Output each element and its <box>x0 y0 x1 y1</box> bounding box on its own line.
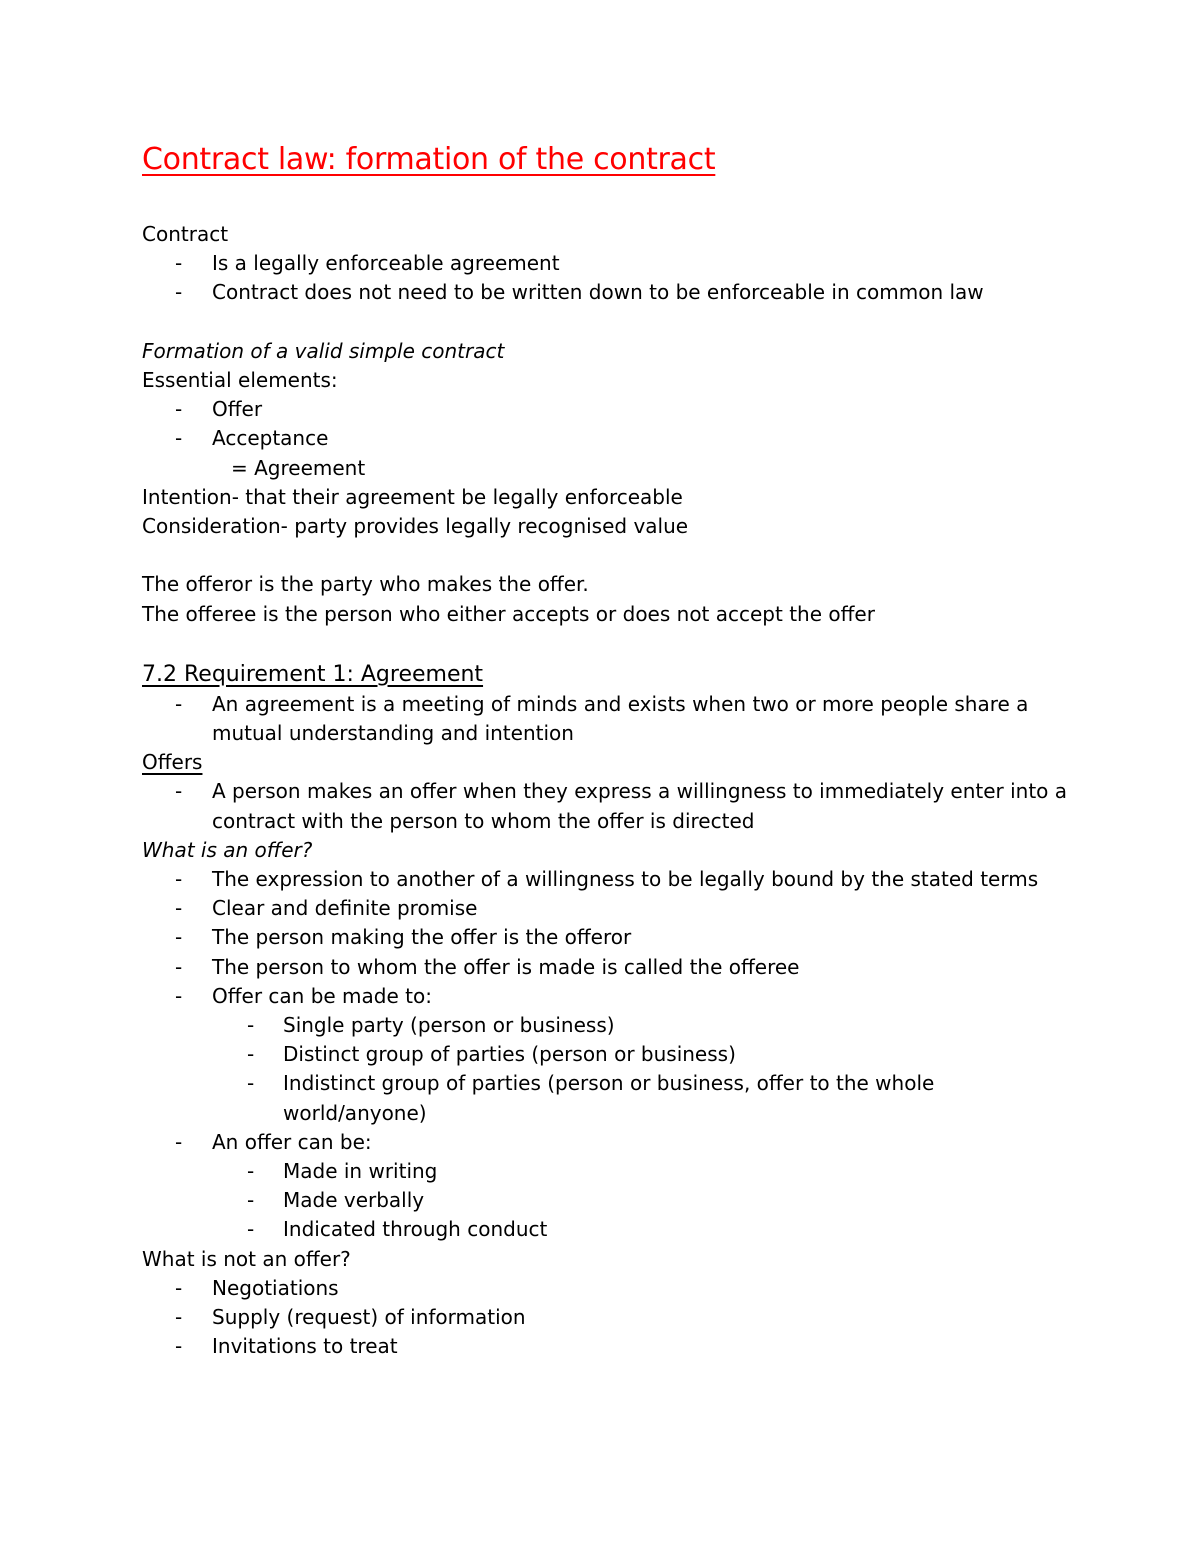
offers-heading: Offers <box>142 750 203 775</box>
list-item: - Made in writing <box>142 1157 1072 1186</box>
intention-line: Intention- that their agreement be legally enforceable <box>142 484 683 509</box>
list-item: - Single party (person or business) <box>142 1011 1072 1040</box>
formation-heading: Formation of a valid simple contract <box>142 338 505 363</box>
consideration-line: Consideration- party provides legally recognised value <box>142 514 689 539</box>
list-item: - An offer can be: <box>142 1128 1072 1157</box>
list-item: - Indistinct group of parties (person or business, offer to the whole world/anyone) <box>247 1071 935 1125</box>
list-item: - Acceptance <box>142 424 1072 453</box>
contract-list <box>142 249 1072 307</box>
list-item: - Indicated through conduct <box>142 1215 1072 1244</box>
list-item: - Contract does not need to be written down to be enforceable in common law <box>142 278 1072 307</box>
list-item: - Distinct group of parties (person or business) <box>142 1040 1072 1069</box>
made-to-list <box>142 1011 1072 1128</box>
requirement-heading: 7.2 Requirement 1: Agreement <box>142 661 484 687</box>
can-be-sublist <box>142 1157 1072 1245</box>
can-be-list <box>142 1128 1072 1157</box>
bullet-dash: - <box>175 983 183 1008</box>
bullet-dash: - <box>175 954 183 979</box>
list-item: - Is a legally enforceable agreement <box>142 249 1072 278</box>
agreement-result: = Agreement <box>231 455 366 480</box>
list-item: - Offer can be made to: <box>142 982 1072 1011</box>
bullet-dash: - <box>175 779 183 804</box>
bullet-dash: - <box>247 1217 255 1242</box>
bullet-dash: - <box>175 1275 183 1300</box>
list-item: - Supply (request) of information <box>142 1303 1072 1332</box>
bullet-dash: - <box>175 867 183 892</box>
essential-elements-label: Essential elements: <box>142 368 338 392</box>
not-offer-heading: What is not an offer? <box>142 1246 351 1271</box>
bullet-dash: - <box>247 1013 255 1038</box>
bullet-dash: - <box>175 1334 183 1359</box>
list-item: - Offer <box>142 395 1072 424</box>
list-item: - A person makes an offer when they express a willingness to immediately enter into a contract with the person to whom the offer is directed <box>175 779 1068 833</box>
not-offer-list <box>142 1274 1072 1362</box>
list-item: - Made verbally <box>142 1186 1072 1215</box>
list-item: - The person to whom the offer is made is called the offeree <box>142 953 1072 982</box>
bullet-dash: - <box>247 1042 255 1067</box>
list-item: - An agreement is a meeting of minds and exists when two or more people share a mutual understanding and intention <box>175 691 1029 746</box>
bullet-dash: - <box>175 426 183 451</box>
bullet-dash: - <box>175 896 183 921</box>
bullet-dash: - <box>175 1305 183 1330</box>
bullet-dash: - <box>175 691 183 716</box>
document-page <box>142 140 1072 1361</box>
bullet-dash: - <box>175 280 183 305</box>
contract-heading: Contract <box>142 222 229 246</box>
what-is-offer-heading: What is an offer? <box>142 837 313 862</box>
bullet-dash: - <box>175 397 183 422</box>
offeror-line: The offeror is the party who makes the offer. <box>142 572 589 597</box>
document-title: Contract law: formation of the contract <box>142 142 716 177</box>
list-item: - The person making the offer is the offeror <box>142 923 1072 952</box>
offers-list <box>142 777 1072 835</box>
bullet-dash: - <box>175 925 183 950</box>
list-item: - Negotiations <box>142 1274 1072 1303</box>
bullet-dash: - <box>247 1188 255 1213</box>
elements-list <box>142 395 1072 453</box>
bullet-dash: - <box>175 1129 183 1154</box>
list-item: - Clear and definite promise <box>142 894 1072 923</box>
bullet-dash: - <box>247 1159 255 1184</box>
list-item: - Invitations to treat <box>142 1332 1072 1361</box>
offeree-line: The offeree is the person who either accepts or does not accept the offer <box>142 601 875 626</box>
bullet-dash: - <box>175 251 183 276</box>
list-item: - The expression to another of a willingness to be legally bound by the stated terms <box>142 865 1072 894</box>
what-is-offer-list <box>142 865 1072 1011</box>
agreement-list <box>142 690 1072 748</box>
bullet-dash: - <box>247 1071 255 1096</box>
